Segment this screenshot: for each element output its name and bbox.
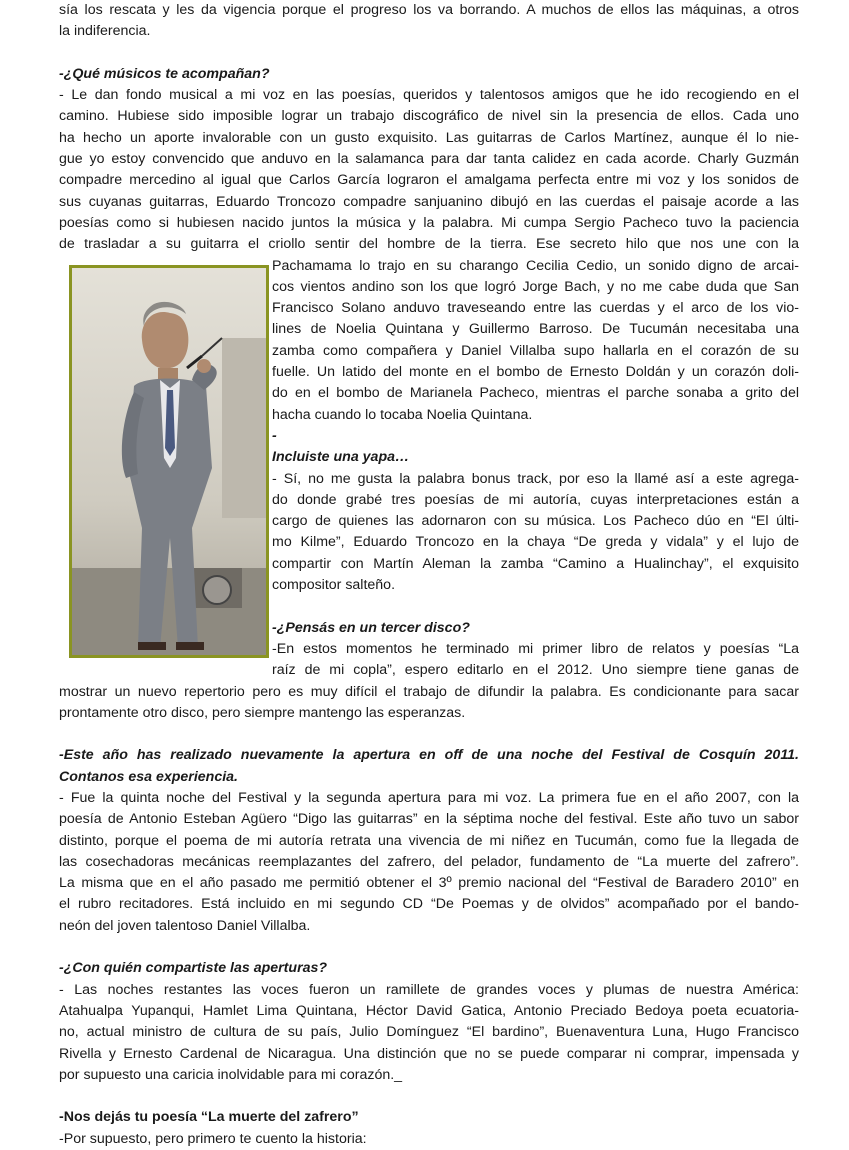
text-line: por supuesto una caricia inolvidable para mi corazón._ (59, 1066, 403, 1083)
text-line: hacha cuando lo tocaba Noelia Quintana. (272, 406, 533, 423)
text-line: neón del joven talentoso Daniel Villalba. (59, 917, 311, 934)
question-musicians: -¿Qué músicos te acompañan? (59, 65, 270, 82)
text-line: las cosechadoras mecánicas reemplazantes del zafrero, del pelador, fundamento de “La muerte del zafrero”. (59, 853, 799, 870)
text-line: Pachamama lo trajo en su charango Cecilia Cedio, un sonido digno de arcai- (272, 257, 799, 274)
text-line: raíz de mi copla”, espero editarlo en el 2012. Uno siempre tiene ganas de (272, 662, 799, 679)
answer-cosquin (59, 788, 799, 937)
text-line: compadre mercedino al igual que Carlos García lograron el amalgama perfecta entre mi voz y los sonidos de (59, 172, 799, 189)
text-line: mo Kilme”, Eduardo Troncozo en la chaya “De greda y vidala” y el lujo de (272, 534, 799, 551)
text-line: - Fue la quinta noche del Festival y la segunda apertura para mi voz. La primera fue en el año 2007, con la (59, 789, 799, 806)
dash-separator: - (272, 427, 277, 444)
text-line: camino. Hubiese sido imposible lograr un trabajo discográfico de nivel sin la presencia de ellos. Cada uno (59, 108, 799, 125)
text-line: cos vientos andino son los que logró Jorge Bach, y no me cabe duda que San (272, 278, 799, 295)
text-line: mostrar un nuevo repertorio pero es muy difícil el trabajo de difundir la palabra. Es condicionante para sacar (59, 683, 799, 700)
text-line: do donde grabé tres poesías de mi autoría, cuyas interpretaciones están a (272, 491, 799, 508)
text-line: cargo de quienes las adornaron con su música. Los Pacheco dúo en “El últi- (272, 513, 799, 530)
text-line: compositor salteño. (272, 577, 396, 594)
text-line: Contanos esa experiencia. (59, 768, 238, 785)
answer-musicians (59, 85, 799, 255)
text-line: fuelle. Un latido del monte en el bombo de Ernesto Doldán y un corazón doli- (272, 364, 799, 381)
question-yapa: Incluiste una yapa… (272, 449, 410, 466)
text-line: distinto, porque el poema de mi autoría retrata una vivencia de mi niñez en Tucumán, como fue la llegada de (59, 832, 799, 849)
text-line: poesías como si hubiesen nacido juntos la música y la palabra. Mi cumpa Sergio Pacheco tuvo la paciencia (59, 214, 799, 231)
performer-photo (69, 265, 269, 658)
text-line: -Este año has realizado nuevamente la apertura en off de una noche del Festival de Cosquín 2011. (59, 747, 799, 764)
answer-poem: -Por supuesto, pero primero te cuento la historia: (59, 1130, 367, 1147)
text-line: La misma que en el año pasado me permitió obtener el 3º premio nacional del “Festival de Baradero 2010” en (59, 875, 799, 892)
answer-openings (59, 980, 799, 1086)
question-openings: -¿Con quién compartiste las aperturas? (59, 960, 328, 977)
wrapped-text-column (272, 256, 799, 682)
text-line: de trasladar a su guitarra el criollo sentir del hombre de la tierra. Ese secreto hilo que nos une con la (59, 236, 799, 253)
text-line: poesía de Antonio Esteban Agüero “Digo las guitarras” en la séptima noche del festival. Este año tuvo un sabor (59, 811, 799, 828)
text-line: zamba como compañera y Daniel Villalba supo hallarla en el corazón de su (272, 342, 799, 359)
text-line: do en el bombo de Marianela Pacheco, mientras el parche sonaba a grito del (272, 385, 799, 402)
question-poem: -Nos dejás tu poesía “La muerte del zafrero” (59, 1109, 359, 1126)
text-line: ha hecho un aporte invalorable con un gusto exquisito. Las guitarras de Carlos Martínez, aunque él lo nie- (59, 129, 799, 146)
text-line: el rubro recitadores. Está incluido en mi segundo CD “De Poemas y de olvidos” acompañado por el bando- (59, 896, 799, 913)
text-line: -En estos momentos he terminado mi primer libro de relatos y poesías “La (272, 640, 799, 657)
text-line: Atahualpa Yupanqui, Hamlet Lima Quintana, Héctor David Gatica, Antonio Preciado Bedoya poeta ecuatoria- (59, 1002, 799, 1019)
text-line: - Sí, no me gusta la palabra bonus track, por eso la llamé así a este agrega- (272, 470, 799, 487)
paragraph-intro (59, 0, 799, 43)
text-line: no, actual ministro de cultura de su país, Julio Domínguez “El bardino”, Buenaventura Luna, Hugo Francisco (59, 1024, 799, 1041)
text-line: gue yo estoy convencido que anduvo en la salamanca para dar tanta calidez en cada acorde. Charly Guzmán (59, 151, 799, 168)
text-line: - Las noches restantes las voces fueron un ramillete de grandes voces y plumas de nuestra América: (59, 981, 799, 998)
text-line: sus cuyanas guitarras, Eduardo Troncozo compadre sanjuanino dibujó en las cuerdas el paisaje acorde a las (59, 193, 799, 210)
text-line: sía los rescata y les da vigencia porque el progreso los va borrando. A muchos de ellos las máquinas, a otros (59, 2, 799, 18)
text-line: Francisco Solano anduvo traveseando entre las cuerdas y el arco de los vio- (272, 300, 799, 317)
text-line: Rivella y Ernesto Cardenal de Nicaragua. Una distinción que no se puede comparar ni comprar, impensada y (59, 1045, 799, 1062)
question-third-disc: -¿Pensás en un tercer disco? (272, 619, 470, 636)
text-line: lines de Noelia Quintana y Guillermo Barroso. De Tucumán necesitaba una (272, 321, 799, 338)
text-line: - Le dan fondo musical a mi voz en las poesías, queridos y talentosos amigos que he ido recogiendo en el (59, 87, 799, 104)
text-line: compartir con Martín Aleman la zamba “Camino a Hualinchay”, el exquisito (272, 555, 799, 572)
text-line: prontamente otro disco, pero siempre mantengo las esperanzas. (59, 704, 466, 721)
performer-illustration (72, 268, 266, 655)
question-cosquin (59, 745, 799, 788)
article-page (59, 0, 799, 1150)
text-line: la indiferencia. (59, 23, 151, 40)
answer-third-disc-continued (59, 682, 799, 725)
photo-wrap-block (59, 256, 799, 682)
